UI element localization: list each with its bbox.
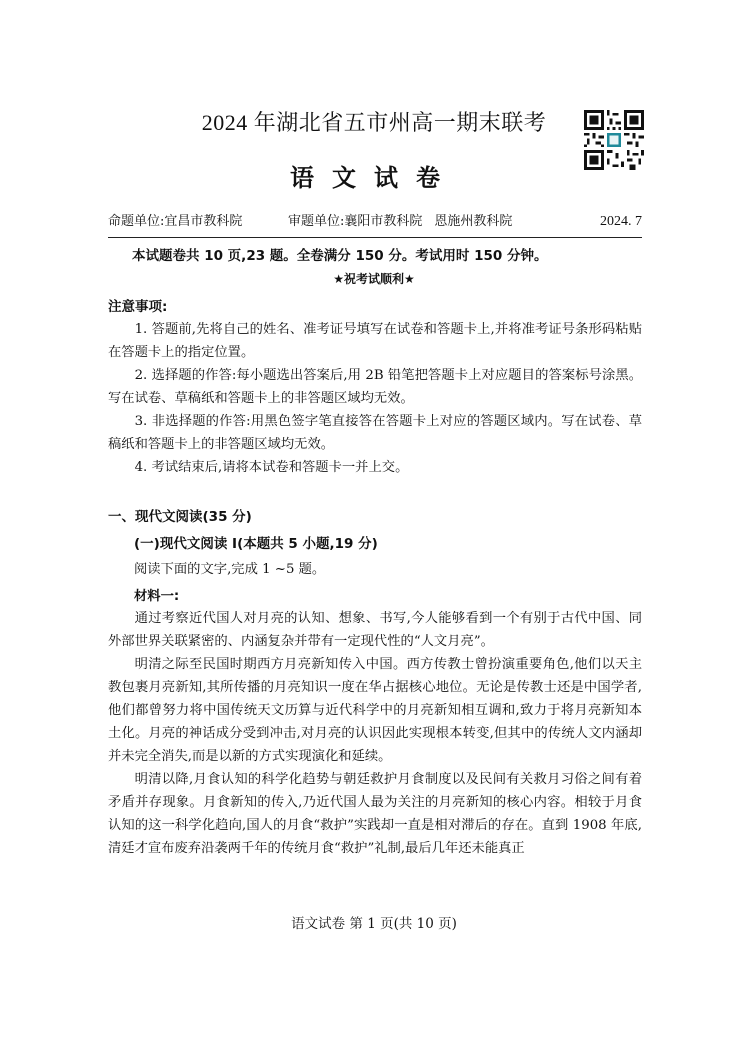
passage-paragraph: 通过考察近代国人对月亮的认知、想象、书写,今人能够看到一个有别于古代中国、同外部世界关联紧密的、内涵复杂并带有一定现代性的“人文月亮”。 bbox=[108, 611, 642, 649]
exam-summary: 本试题卷共 10 页,23 题。全卷满分 150 分。考试用时 150 分钟。 bbox=[132, 248, 548, 264]
section-heading: 一、现代文阅读(35 分) bbox=[108, 509, 252, 525]
passage-paragraph: 明清以降,月食认知的科学化趋势与朝廷救护月食制度以及民间有关救月习俗之间有着矛盾并存现象。月食新知的传入,乃近代国人最为关注的月亮新知的核心内容。相较于月食认知的这一科学化趋向,国人的月食“救护”实践却一直是相对滞后的存在。直到 1908 年底,清廷才宣布废弃沿袭两千年的传统月食“救护”礼制,最后几年还未能真正 bbox=[108, 772, 642, 856]
exam-meta-row bbox=[108, 210, 642, 238]
exam-date: 2024. 7 bbox=[600, 214, 642, 229]
notice-list bbox=[108, 318, 642, 479]
subject-title: 语文试卷 bbox=[290, 164, 458, 192]
setter-unit: 命题单位:宜昌市教科院 bbox=[108, 214, 243, 229]
exam-title: 2024 年湖北省五市州高一期末联考 bbox=[201, 110, 547, 135]
passage-paragraph: 明清之际至民国时期西方月亮新知传入中国。西方传教士曾扮演重要角色,他们以天主教包裹月亮新知,其所传播的月亮知识一度在华占据核心地位。无论是传教士还是中国学者,他们都曾努力将中国传统天文历算与近代科学中的月亮新知相互调和,致力于将月亮新知本土化。月亮的神话成分受到冲击,对月亮的认识因此实现根本转变,但其中的传统人文内涵却并未完全消失,而是以新的方式实现演化和延续。 bbox=[108, 657, 642, 764]
good-luck-line: ★祝考试顺利★ bbox=[333, 272, 415, 286]
notice-item: 2. 选择题的作答:每小题选出答案后,用 2B 铅笔把答题卡上对应题目的答案标号涂黑。写在试卷、草稿纸和答题卡上的非答题区域均无效。 bbox=[108, 368, 642, 406]
notice-item: 1. 答题前,先将自己的姓名、准考证号填写在试卷和答题卡上,并将准考证号条形码粘贴在答题卡上的指定位置。 bbox=[108, 322, 642, 360]
page-footer: 语文试卷 第 1 页(共 10 页) bbox=[291, 916, 457, 932]
reading-passage bbox=[108, 607, 642, 860]
reading-instruction: 阅读下面的文字,完成 1 ~5 题。 bbox=[134, 562, 326, 577]
reviewer-unit: 审题单位:襄阳市教科院 bbox=[288, 214, 423, 229]
subsection-heading: (一)现代文阅读 I(本题共 5 小题,19 分) bbox=[134, 536, 378, 552]
reviewer-unit-2: 恩施州教科院 bbox=[434, 214, 513, 229]
material-label: 材料一: bbox=[134, 589, 180, 604]
notice-heading: 注意事项: bbox=[108, 299, 168, 315]
notice-item: 3. 非选择题的作答:用黑色签字笔直接答在答题卡上对应的答题区域内。写在试卷、草稿纸和答题卡上的非答题区域均无效。 bbox=[108, 414, 642, 452]
notice-item: 4. 考试结束后,请将本试卷和答题卡一并上交。 bbox=[134, 460, 409, 475]
